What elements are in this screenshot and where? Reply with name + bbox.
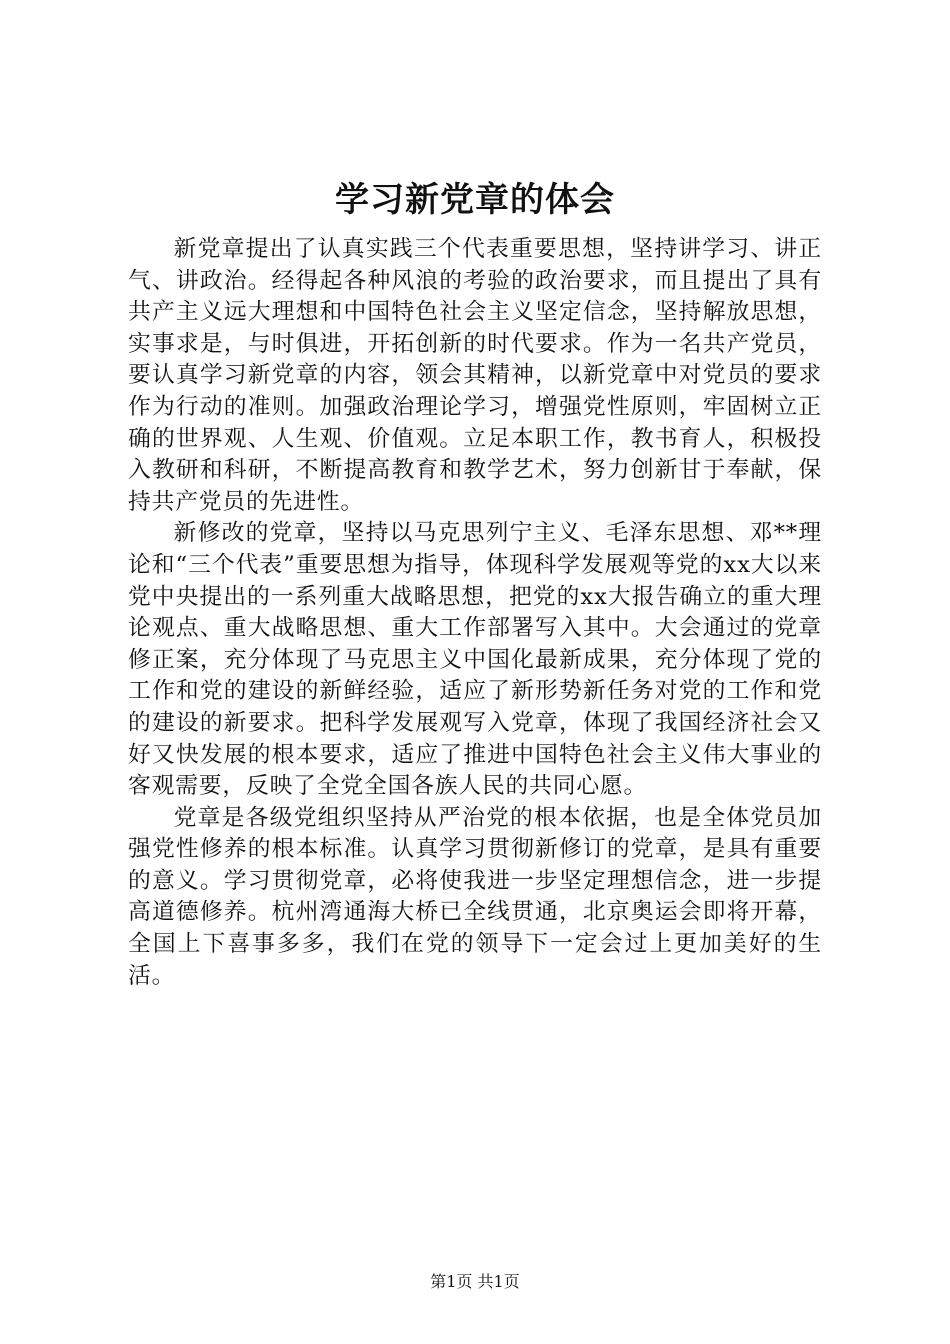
page-number-footer: 第1页 共1页 [430, 1272, 520, 1291]
paragraph-3: 党章是各级党组织坚持从严治党的根本依据，也是全体党员加强党性修养的根本标准。认真学习贯彻新修订的党章，是具有重要的意义。学习贯彻党章，必将使我进一步坚定理想信念，进一步提高道德修养。杭州湾通海大桥已全线贯通，北京奥运会即将开幕，全国上下喜事多多，我们在党的领导下一定会过上更加美好的生活。 [128, 804, 822, 989]
document-body [128, 234, 822, 992]
document-title: 学习新党章的体会 [335, 180, 615, 220]
paragraph-1: 新党章提出了认真实践三个代表重要思想，坚持讲学习、讲正气、讲政治。经得起各种风浪的考验的政治要求，而且提出了具有共产主义远大理想和中国特色社会主义坚定信念，坚持解放思想，实事求是，与时俱进，开拓创新的时代要求。作为一名共产党员，要认真学习新党章的内容，领会其精神，以新党章中对党员的要求作为行动的准则。加强政治理论学习，增强党性原则，牢固树立正确的世界观、人生观、价值观。立足本职工作，教书育人，积极投入教研和科研，不断提高教育和教学艺术，努力创新甘于奉献，保持共产党员的先进性。 [128, 236, 822, 515]
paragraph-2: 新修改的党章，坚持以马克思列宁主义、毛泽东思想、邓**理论和“三个代表”重要思想为指导，体现科学发展观等党的xx大以来党中央提出的一系列重大战略思想，把党的xx大报告确立的重大理论观点、重大战略思想、重大工作部署写入其中。大会通过的党章修正案，充分体现了马克思主义中国化最新成果，充分体现了党的工作和党的建设的新鲜经验，适应了新形势新任务对党的工作和党的建设的新要求。把科学发展观写入党章，体现了我国经济社会又好又快发展的根本要求，适应了推进中国特色社会主义伟大事业的客观需要，反映了全党全国各族人民的共同心愿。 [128, 520, 822, 800]
